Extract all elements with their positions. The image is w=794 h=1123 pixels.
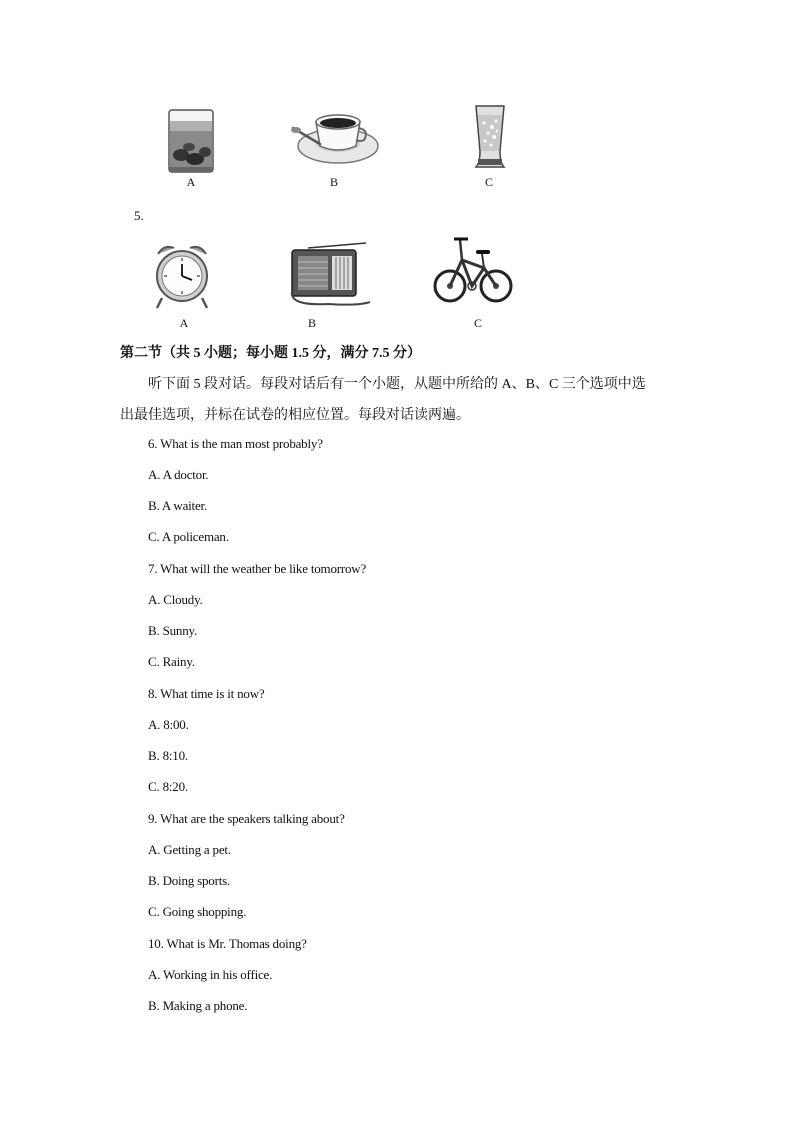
question-9-option-c: C. Going shopping. [148,904,247,919]
question-6-option-a: A. A doctor. [148,467,209,482]
question-6-option-b: B. A waiter. [148,498,207,513]
sparkling-water-glass-image [472,103,508,169]
radio-image [288,240,372,310]
question-8-option-a: A. 8:00. [148,717,189,732]
question-6-option-c: C. A policeman. [148,529,229,544]
question-9-option-b: B. Doing sports. [148,873,231,888]
question-10-option-b: B. Making a phone. [148,998,248,1013]
question-7-option-c: C. Rainy. [148,654,195,669]
question-10-option-a: A. Working in his office. [148,967,273,982]
tea-glass-image [165,107,217,175]
question-7-option-a: A. Cloudy. [148,592,203,607]
question-9: 9. What are the speakers talking about? [148,811,345,826]
coffee-cup-image [290,106,380,168]
question-5-number: 5. [134,208,144,223]
question-8-option-c: C. 8:20. [148,779,188,794]
q5-label-c: C [473,316,482,330]
row1-label-b: B [329,175,338,189]
row1-label-c: C [484,175,493,189]
instruction-line-2: 出最佳选项，并标在试卷的相应位置。每段对话读两遍。 [120,408,470,423]
q5-label-a: A [179,316,189,330]
section-heading: 第二节（共 5 小题；每小题 1.5 分，满分 7.5 分） [120,346,421,361]
row1-label-a: A [186,175,196,189]
alarm-clock-image [152,242,212,310]
question-6: 6. What is the man most probably? [148,436,323,451]
question-8-option-b: B. 8:10. [148,748,188,763]
question-10: 10. What is Mr. Thomas doing? [148,936,307,951]
bicycle-image [432,234,514,306]
q5-label-b: B [307,316,316,330]
question-7: 7. What will the weather be like tomorrow? [148,561,367,576]
question-9-option-a: A. Getting a pet. [148,842,231,857]
question-7-option-b: B. Sunny. [148,623,198,638]
instruction-line-1: 听下面 5 段对话。每段对话后有一个小题，从题中所给的 A、B、C 三个选项中选 [148,377,646,392]
question-8: 8. What time is it now? [148,686,265,701]
